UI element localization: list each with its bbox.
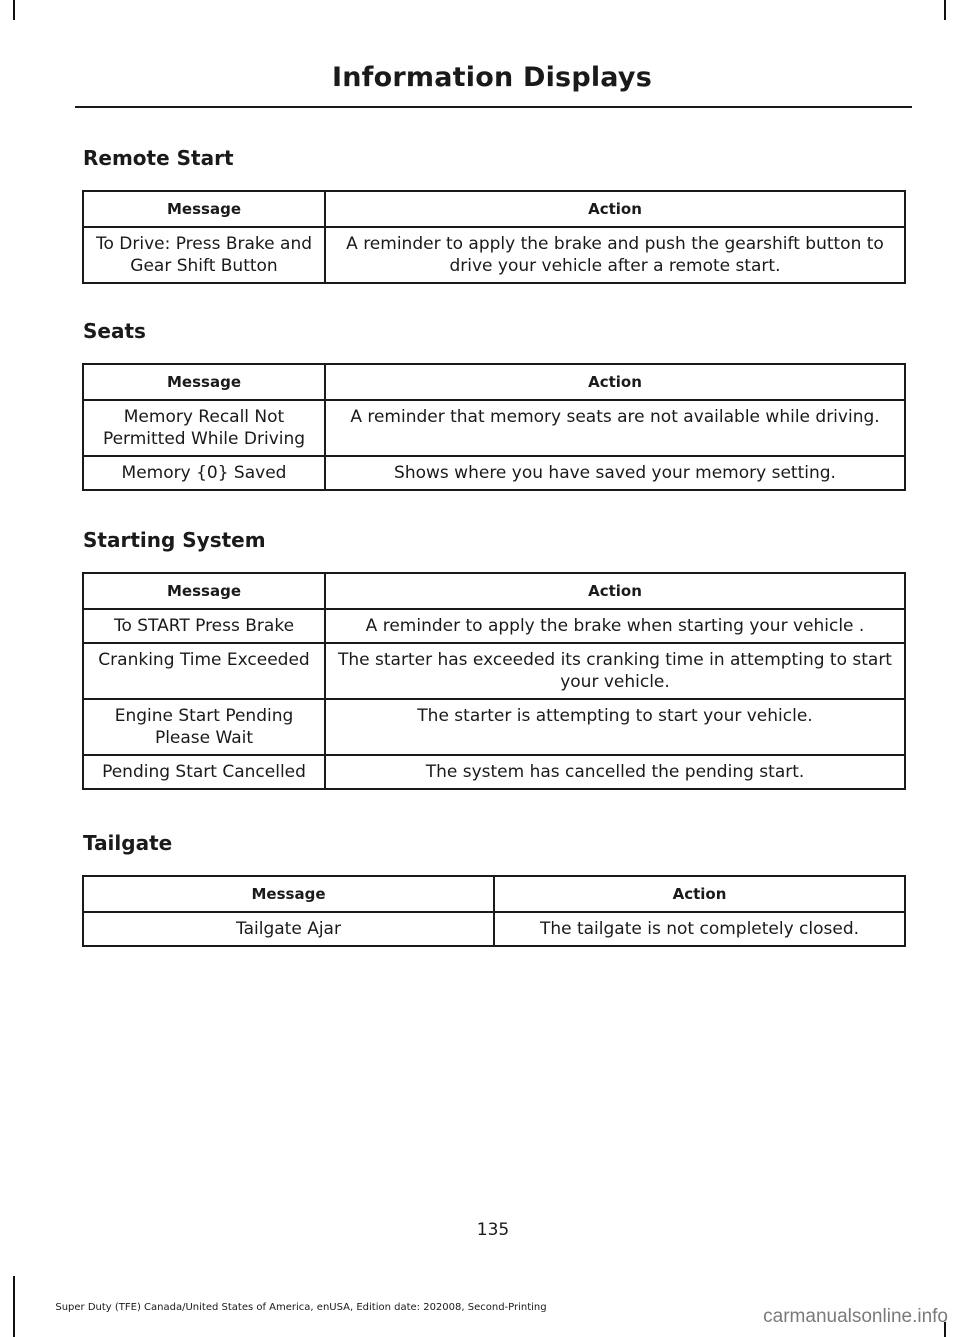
action-cell: Shows where you have saved your memory setting.: [325, 456, 905, 490]
column-header-action: Action: [325, 191, 905, 227]
section-heading-starting-system: Starting System: [83, 528, 266, 552]
table-header-row: [83, 876, 905, 912]
table-header-row: [83, 364, 905, 400]
section-heading-remote-start: Remote Start: [83, 146, 234, 170]
column-header-message: Message: [83, 573, 325, 609]
table-row: [83, 456, 905, 490]
table-row: [83, 912, 905, 946]
message-cell: Engine Start Pending Please Wait: [83, 699, 325, 755]
table-tailgate: [82, 875, 906, 947]
action-cell: A reminder to apply the brake when starting your vehicle .: [325, 609, 905, 643]
table-remote-start: [82, 190, 906, 284]
message-cell: Tailgate Ajar: [83, 912, 494, 946]
table-row: [83, 755, 905, 789]
message-cell: Cranking Time Exceeded: [83, 643, 325, 699]
table-row: [83, 699, 905, 755]
crop-mark-top-right: [944, 0, 946, 20]
section-heading-seats: Seats: [83, 319, 146, 343]
message-cell: Memory Recall Not Permitted While Driving: [83, 400, 325, 456]
action-cell: The system has cancelled the pending start.: [325, 755, 905, 789]
message-cell: To START Press Brake: [83, 609, 325, 643]
column-header-action: Action: [325, 573, 905, 609]
table-row: [83, 643, 905, 699]
crop-mark-top-left: [13, 0, 15, 20]
message-cell: To Drive: Press Brake and Gear Shift Button: [83, 227, 325, 283]
action-cell: A reminder that memory seats are not available while driving.: [325, 400, 905, 456]
header-divider: [75, 106, 912, 108]
table-starting-system: [82, 572, 906, 790]
message-cell: Pending Start Cancelled: [83, 755, 325, 789]
column-header-action: Action: [494, 876, 905, 912]
column-header-action: Action: [325, 364, 905, 400]
column-header-message: Message: [83, 364, 325, 400]
column-header-message: Message: [83, 876, 494, 912]
action-cell: The starter is attempting to start your vehicle.: [325, 699, 905, 755]
table-row: [83, 400, 905, 456]
edition-footer: Super Duty (TFE) Canada/United States of America, enUSA, Edition date: 202008, Second-Printing: [55, 1302, 547, 1313]
action-cell: The tailgate is not completely closed.: [494, 912, 905, 946]
table-seats: [82, 363, 906, 491]
message-cell: Memory {0} Saved: [83, 456, 325, 490]
action-cell: The starter has exceeded its cranking time in attempting to start your vehicle.: [325, 643, 905, 699]
section-heading-tailgate: Tailgate: [83, 831, 173, 855]
table-header-row: [83, 191, 905, 227]
table-row: [83, 609, 905, 643]
page-title: Information Displays: [332, 62, 652, 93]
table-header-row: [83, 573, 905, 609]
column-header-message: Message: [83, 191, 325, 227]
page-number: 135: [476, 1220, 510, 1240]
action-cell: A reminder to apply the brake and push the gearshift button to drive your vehicle after a remote start.: [325, 227, 905, 283]
watermark: carmanualsonline.info: [763, 1306, 948, 1327]
table-row: [83, 227, 905, 283]
